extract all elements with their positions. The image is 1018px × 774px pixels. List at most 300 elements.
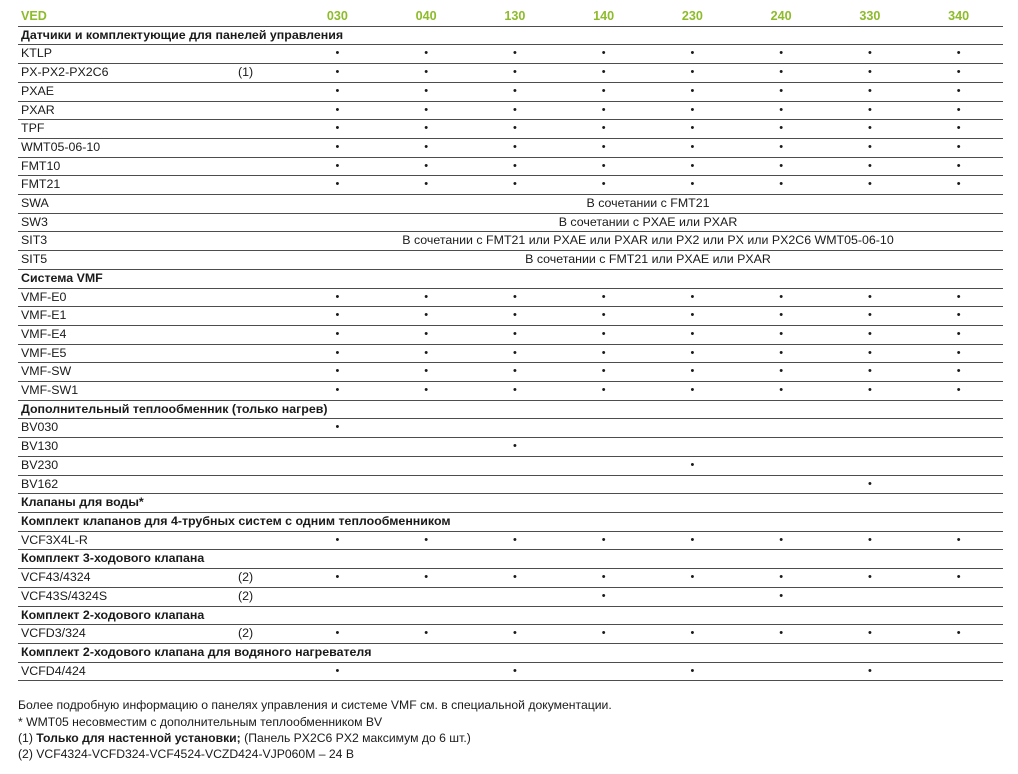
availability-dot: • <box>737 344 826 363</box>
availability-dot: • <box>914 101 1003 120</box>
row-label: TPF <box>18 120 238 139</box>
availability-dot: • <box>737 157 826 176</box>
availability-dot: • <box>914 120 1003 139</box>
availability-dot <box>382 662 471 681</box>
row-label: SWA <box>18 195 238 214</box>
footnote-asterisk: * WMT05 несовместим с дополнительным теплообменником BV <box>18 714 383 729</box>
availability-dot: • <box>826 82 915 101</box>
availability-dot: • <box>559 325 648 344</box>
section-row <box>18 494 1003 513</box>
table-row <box>18 101 1003 120</box>
availability-dot: • <box>648 325 737 344</box>
row-note <box>238 195 293 214</box>
availability-dot: • <box>559 176 648 195</box>
row-label: VMF-SW <box>18 363 238 382</box>
availability-dot: • <box>382 625 471 644</box>
availability-dot: • <box>293 325 382 344</box>
row-label: FMT21 <box>18 176 238 195</box>
availability-dot: • <box>826 382 915 401</box>
availability-dot: • <box>737 82 826 101</box>
availability-dot: • <box>826 288 915 307</box>
table-row <box>18 213 1003 232</box>
availability-dot: • <box>382 176 471 195</box>
availability-dot <box>914 419 1003 438</box>
row-label: PXAE <box>18 82 238 101</box>
availability-dot: • <box>914 569 1003 588</box>
availability-dot: • <box>382 288 471 307</box>
row-label: BV030 <box>18 419 238 438</box>
availability-dot: • <box>471 64 560 83</box>
row-note <box>238 475 293 494</box>
availability-dot: • <box>471 382 560 401</box>
availability-dot: • <box>826 625 915 644</box>
row-label: VCF43S/4324S <box>18 587 238 606</box>
availability-dot: • <box>293 82 382 101</box>
section-title: Датчики и комплектующие для панелей управления <box>18 26 1003 45</box>
table-row <box>18 587 1003 606</box>
availability-dot: • <box>382 120 471 139</box>
availability-dot: • <box>737 569 826 588</box>
availability-dot <box>648 438 737 457</box>
row-note <box>238 157 293 176</box>
availability-dot: • <box>559 363 648 382</box>
availability-dot: • <box>471 157 560 176</box>
table-row <box>18 120 1003 139</box>
availability-dot: • <box>382 569 471 588</box>
availability-dot <box>471 456 560 475</box>
section-title: Комплект клапанов для 4-трубных систем с одним теплообменником <box>18 512 1003 531</box>
footnote-1-rest: (Панель PX2C6 PX2 максимум до 6 шт.) <box>240 730 471 745</box>
availability-dot: • <box>293 45 382 64</box>
row-note <box>238 213 293 232</box>
availability-dot: • <box>914 531 1003 550</box>
table-row <box>18 625 1003 644</box>
row-label: VCFD3/324 <box>18 625 238 644</box>
availability-dot: • <box>559 344 648 363</box>
availability-dot <box>826 456 915 475</box>
row-label: BV230 <box>18 456 238 475</box>
availability-dot <box>382 456 471 475</box>
availability-dot: • <box>382 325 471 344</box>
availability-dot <box>471 587 560 606</box>
availability-dot: • <box>471 363 560 382</box>
availability-dot: • <box>826 138 915 157</box>
row-label: VMF-SW1 <box>18 382 238 401</box>
availability-dot: • <box>914 307 1003 326</box>
availability-dot: • <box>382 382 471 401</box>
header-model-130: 130 <box>471 8 560 26</box>
availability-dot <box>737 419 826 438</box>
section-row <box>18 606 1003 625</box>
availability-dot: • <box>293 157 382 176</box>
row-note <box>238 176 293 195</box>
availability-dot: • <box>648 120 737 139</box>
availability-dot <box>914 456 1003 475</box>
combination-note: В сочетании с FMT21 или PXAE или PXAR или PX2 или PX или PX2C6 WMT05-06-10 <box>293 232 1003 251</box>
table-row <box>18 45 1003 64</box>
footnote-1 <box>18 730 1003 746</box>
availability-dot: • <box>382 45 471 64</box>
table-row <box>18 419 1003 438</box>
availability-dot: • <box>293 64 382 83</box>
row-note <box>238 419 293 438</box>
availability-dot: • <box>559 101 648 120</box>
row-note <box>238 531 293 550</box>
section-title: Дополнительный теплообменник (только нагрев) <box>18 400 1003 419</box>
availability-dot: • <box>737 45 826 64</box>
availability-dot: • <box>559 288 648 307</box>
row-note <box>238 288 293 307</box>
availability-dot <box>293 456 382 475</box>
availability-dot <box>559 662 648 681</box>
availability-dot: • <box>293 288 382 307</box>
availability-dot: • <box>914 625 1003 644</box>
availability-dot: • <box>293 138 382 157</box>
availability-dot: • <box>471 120 560 139</box>
availability-dot: • <box>826 120 915 139</box>
section-title: Комплект 3-ходового клапана <box>18 550 1003 569</box>
availability-dot: • <box>826 344 915 363</box>
availability-dot: • <box>559 382 648 401</box>
availability-dot <box>471 419 560 438</box>
availability-dot <box>737 475 826 494</box>
table-row <box>18 456 1003 475</box>
availability-dot: • <box>826 662 915 681</box>
availability-dot: • <box>293 625 382 644</box>
availability-dot: • <box>293 176 382 195</box>
availability-dot: • <box>471 325 560 344</box>
availability-dot: • <box>471 569 560 588</box>
compatibility-table <box>18 8 1003 681</box>
combination-note: В сочетании с PXAE или PXAR <box>293 213 1003 232</box>
availability-dot: • <box>382 157 471 176</box>
availability-dot: • <box>559 138 648 157</box>
table-row <box>18 382 1003 401</box>
footnote-2: (2) VCF4324-VCFD324-VCF4524-VCZD424-VJP060M – 24 В <box>18 746 354 761</box>
footnote-info: Более подробную информацию о панелях управления и системе VMF см. в специальной документации. <box>18 698 612 713</box>
section-title: Комплект 2-ходового клапана <box>18 606 1003 625</box>
availability-dot: • <box>559 64 648 83</box>
availability-dot: • <box>293 101 382 120</box>
header-model-340: 340 <box>914 8 1003 26</box>
availability-dot: • <box>382 344 471 363</box>
row-note <box>238 438 293 457</box>
table-row <box>18 531 1003 550</box>
availability-dot: • <box>471 531 560 550</box>
table-row <box>18 176 1003 195</box>
header-model-330: 330 <box>826 8 915 26</box>
availability-dot: • <box>648 382 737 401</box>
availability-dot: • <box>826 45 915 64</box>
table-row <box>18 232 1003 251</box>
availability-dot <box>826 587 915 606</box>
header-label: VED <box>18 8 293 26</box>
availability-dot: • <box>471 288 560 307</box>
availability-dot: • <box>737 531 826 550</box>
availability-dot: • <box>293 531 382 550</box>
availability-dot: • <box>559 45 648 64</box>
availability-dot: • <box>559 531 648 550</box>
header-model-040: 040 <box>382 8 471 26</box>
row-note <box>238 662 293 681</box>
table-row <box>18 251 1003 270</box>
availability-dot: • <box>382 64 471 83</box>
availability-dot <box>382 587 471 606</box>
availability-dot: • <box>382 82 471 101</box>
section-title: Система VMF <box>18 269 1003 288</box>
availability-dot: • <box>737 325 826 344</box>
row-label: PXAR <box>18 101 238 120</box>
availability-dot <box>559 419 648 438</box>
availability-dot: • <box>737 101 826 120</box>
availability-dot: • <box>293 344 382 363</box>
row-label: SIT5 <box>18 251 238 270</box>
table-row <box>18 569 1003 588</box>
availability-dot: • <box>471 662 560 681</box>
availability-dot <box>293 587 382 606</box>
row-note: (2) <box>238 625 293 644</box>
row-note <box>238 363 293 382</box>
availability-dot: • <box>737 307 826 326</box>
availability-dot: • <box>293 363 382 382</box>
availability-dot <box>382 438 471 457</box>
footnotes <box>18 697 1003 762</box>
availability-dot: • <box>826 569 915 588</box>
availability-dot: • <box>293 120 382 139</box>
row-label: FMT10 <box>18 157 238 176</box>
availability-dot: • <box>826 325 915 344</box>
availability-dot <box>559 456 648 475</box>
row-note: (2) <box>238 587 293 606</box>
availability-dot <box>559 438 648 457</box>
availability-dot <box>737 662 826 681</box>
availability-dot: • <box>737 288 826 307</box>
availability-dot: • <box>382 138 471 157</box>
availability-dot <box>914 438 1003 457</box>
availability-dot: • <box>382 531 471 550</box>
availability-dot: • <box>471 344 560 363</box>
table-row <box>18 325 1003 344</box>
row-note <box>238 45 293 64</box>
availability-dot: • <box>648 456 737 475</box>
availability-dot: • <box>737 382 826 401</box>
row-note <box>238 382 293 401</box>
availability-dot: • <box>914 325 1003 344</box>
availability-dot: • <box>648 157 737 176</box>
availability-dot: • <box>471 138 560 157</box>
availability-dot: • <box>293 307 382 326</box>
availability-dot <box>382 475 471 494</box>
row-label: PX-PX2-PX2C6 <box>18 64 238 83</box>
availability-dot: • <box>382 363 471 382</box>
availability-dot: • <box>648 531 737 550</box>
availability-dot: • <box>559 307 648 326</box>
availability-dot: • <box>471 625 560 644</box>
availability-dot: • <box>737 363 826 382</box>
header-row <box>18 8 1003 26</box>
availability-dot: • <box>737 120 826 139</box>
availability-dot: • <box>914 64 1003 83</box>
row-note <box>238 456 293 475</box>
combination-note: В сочетании с FMT21 <box>293 195 1003 214</box>
availability-dot: • <box>648 307 737 326</box>
row-label: SW3 <box>18 213 238 232</box>
availability-dot: • <box>382 307 471 326</box>
availability-dot <box>293 438 382 457</box>
row-label: VCF3X4L-R <box>18 531 238 550</box>
header-model-140: 140 <box>559 8 648 26</box>
availability-dot: • <box>648 176 737 195</box>
row-label: VMF-E5 <box>18 344 238 363</box>
section-row <box>18 26 1003 45</box>
availability-dot <box>826 438 915 457</box>
availability-dot: • <box>826 157 915 176</box>
availability-dot: • <box>737 138 826 157</box>
row-note <box>238 344 293 363</box>
availability-dot: • <box>826 531 915 550</box>
table-row <box>18 344 1003 363</box>
availability-dot: • <box>737 625 826 644</box>
header-model-240: 240 <box>737 8 826 26</box>
availability-dot: • <box>471 438 560 457</box>
availability-dot <box>737 456 826 475</box>
table-row <box>18 475 1003 494</box>
row-note <box>238 120 293 139</box>
availability-dot: • <box>559 157 648 176</box>
availability-dot: • <box>648 363 737 382</box>
table-row <box>18 662 1003 681</box>
availability-dot: • <box>559 82 648 101</box>
availability-dot: • <box>826 64 915 83</box>
availability-dot: • <box>471 101 560 120</box>
availability-dot: • <box>648 569 737 588</box>
availability-dot: • <box>559 587 648 606</box>
availability-dot: • <box>826 475 915 494</box>
availability-dot: • <box>293 662 382 681</box>
table-row <box>18 307 1003 326</box>
availability-dot: • <box>826 363 915 382</box>
availability-dot: • <box>648 625 737 644</box>
availability-dot: • <box>737 176 826 195</box>
row-note <box>238 232 293 251</box>
availability-dot: • <box>914 288 1003 307</box>
table-body <box>18 26 1003 681</box>
table-row <box>18 138 1003 157</box>
row-label: VCFD4/424 <box>18 662 238 681</box>
row-label: VMF-E1 <box>18 307 238 326</box>
row-label: KTLP <box>18 45 238 64</box>
availability-dot <box>648 475 737 494</box>
table-row <box>18 157 1003 176</box>
row-note <box>238 101 293 120</box>
availability-dot: • <box>293 419 382 438</box>
table-row <box>18 438 1003 457</box>
row-note: (2) <box>238 569 293 588</box>
availability-dot: • <box>648 138 737 157</box>
row-note <box>238 325 293 344</box>
row-label: VMF-E4 <box>18 325 238 344</box>
availability-dot: • <box>559 625 648 644</box>
availability-dot: • <box>914 138 1003 157</box>
availability-dot: • <box>559 569 648 588</box>
section-row <box>18 550 1003 569</box>
row-label: VMF-E0 <box>18 288 238 307</box>
availability-dot <box>471 475 560 494</box>
section-row <box>18 512 1003 531</box>
row-note <box>238 307 293 326</box>
availability-dot: • <box>648 64 737 83</box>
header-model-230: 230 <box>648 8 737 26</box>
availability-dot: • <box>914 176 1003 195</box>
availability-dot: • <box>293 382 382 401</box>
section-row <box>18 643 1003 662</box>
availability-dot: • <box>471 307 560 326</box>
availability-dot: • <box>559 120 648 139</box>
availability-dot: • <box>914 157 1003 176</box>
availability-dot <box>559 475 648 494</box>
availability-dot: • <box>914 82 1003 101</box>
table-row <box>18 288 1003 307</box>
availability-dot: • <box>648 101 737 120</box>
row-label: BV130 <box>18 438 238 457</box>
availability-dot: • <box>914 382 1003 401</box>
section-title: Клапаны для воды* <box>18 494 1003 513</box>
availability-dot: • <box>826 176 915 195</box>
row-note <box>238 82 293 101</box>
availability-dot: • <box>648 662 737 681</box>
row-note: (1) <box>238 64 293 83</box>
availability-dot <box>914 662 1003 681</box>
row-label: VCF43/4324 <box>18 569 238 588</box>
availability-dot <box>914 587 1003 606</box>
combination-note: В сочетании с FMT21 или PXAE или PXAR <box>293 251 1003 270</box>
availability-dot: • <box>293 569 382 588</box>
availability-dot <box>826 419 915 438</box>
section-row <box>18 269 1003 288</box>
availability-dot <box>293 475 382 494</box>
availability-dot: • <box>648 344 737 363</box>
availability-dot: • <box>914 363 1003 382</box>
availability-dot <box>648 587 737 606</box>
availability-dot <box>737 438 826 457</box>
table-row <box>18 195 1003 214</box>
footnote-1-bold: Только для настенной установки; <box>36 730 241 745</box>
availability-dot: • <box>826 101 915 120</box>
header-model-030: 030 <box>293 8 382 26</box>
availability-dot: • <box>914 45 1003 64</box>
availability-dot <box>914 475 1003 494</box>
section-title: Комплект 2-ходового клапана для водяного нагревателя <box>18 643 1003 662</box>
table-row <box>18 82 1003 101</box>
footnote-1-prefix: (1) <box>18 730 37 745</box>
document <box>18 8 1003 762</box>
availability-dot: • <box>826 307 915 326</box>
row-label: WMT05-06-10 <box>18 138 238 157</box>
availability-dot <box>382 419 471 438</box>
section-row <box>18 400 1003 419</box>
row-note <box>238 251 293 270</box>
table-row <box>18 64 1003 83</box>
availability-dot: • <box>648 288 737 307</box>
table-row <box>18 363 1003 382</box>
availability-dot: • <box>737 587 826 606</box>
row-note <box>238 138 293 157</box>
availability-dot: • <box>648 45 737 64</box>
availability-dot: • <box>471 82 560 101</box>
availability-dot: • <box>471 45 560 64</box>
row-label: SIT3 <box>18 232 238 251</box>
row-label: BV162 <box>18 475 238 494</box>
